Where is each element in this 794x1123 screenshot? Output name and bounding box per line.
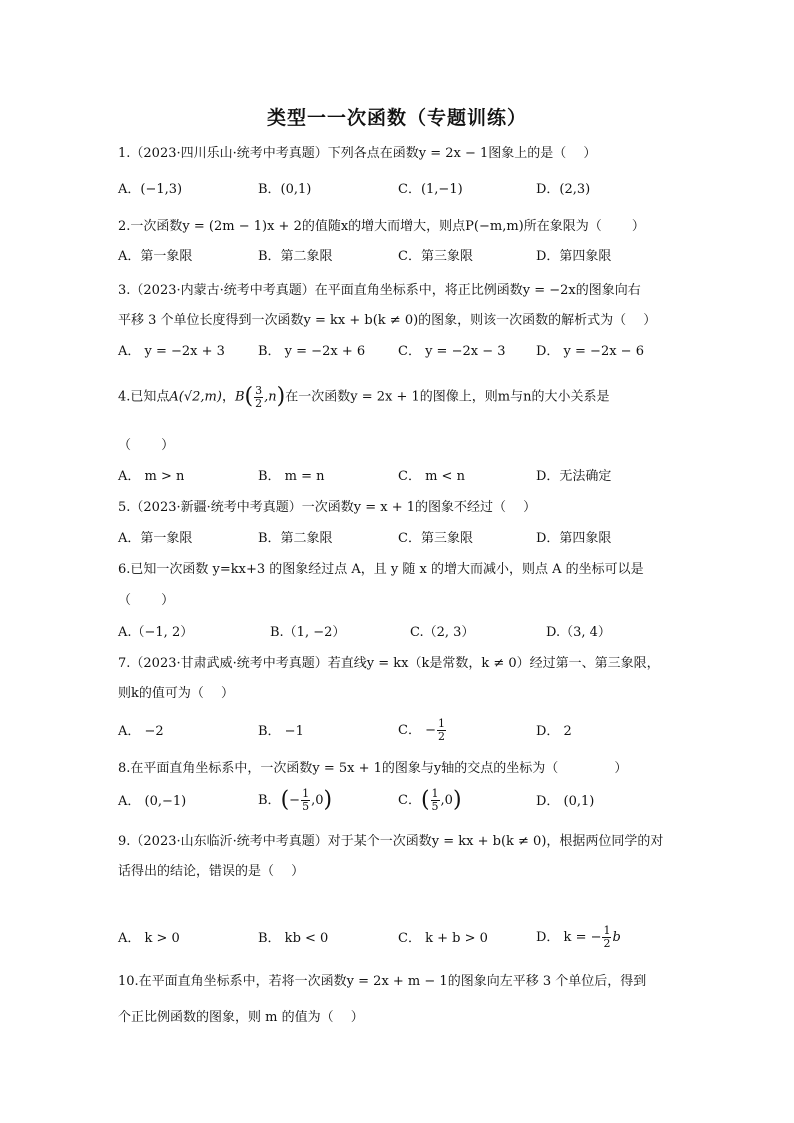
q8-option-b: [258, 788, 332, 813]
q4-post: 在一次函数y = 2x + 1的图像上，则m与n的大小关系是: [285, 389, 610, 405]
q8-option-c-num: 1: [431, 787, 439, 800]
q9-option-d-tail: b: [612, 930, 621, 945]
q8-option-c-prefix: C．: [398, 793, 421, 808]
q4-close-paren: ): [276, 384, 286, 409]
question-6-paren: （ ）: [118, 593, 175, 608]
q7-option-c: [398, 718, 447, 743]
question-1-options: [118, 181, 718, 203]
q7-option-c-fraction: [437, 718, 446, 743]
q9-option-b: B． kb < 0: [258, 931, 329, 946]
q4-fraction-den: 2: [255, 396, 263, 410]
q4-option-d: D．无法确定: [536, 469, 612, 484]
page-title: 类型一一次函数（专题训练）: [266, 107, 527, 129]
question-4-options: [118, 468, 718, 490]
question-9-options: [118, 925, 718, 957]
q8-option-b-open: (: [280, 787, 290, 813]
q4-fraction: [254, 385, 263, 410]
q1-option-a: A．(−1,3): [118, 182, 183, 197]
question-8-stem: 8.在平面直角坐标系中，一次函数y = 5x + 1的图象与y轴的交点的坐标为（ ）: [118, 761, 628, 776]
q8-option-b-num: 1: [302, 787, 310, 800]
q7-option-c-prefix: C． −: [398, 723, 436, 738]
question-7-stem-line2: 则k的值可为（ ）: [118, 686, 235, 701]
q9-option-c: C． k + b > 0: [398, 931, 488, 946]
q6-option-c: C.（2, 3）: [410, 625, 475, 640]
q7-option-a: A． −2: [118, 724, 164, 739]
q1-option-c: C．(1,−1): [398, 182, 463, 197]
q8-option-c-tail: ,0: [440, 793, 453, 808]
q4-fraction-num: 3: [255, 383, 263, 397]
q8-option-c-fraction: [431, 788, 440, 813]
q6-option-d: D.（3, 4）: [546, 625, 611, 640]
q4-option-c: C． m < n: [398, 469, 465, 484]
q4-option-b: B． m = n: [258, 469, 325, 484]
question-6-options: [118, 624, 718, 646]
q8-option-d: D． (0,1): [536, 794, 595, 809]
q1-option-d: D．(2,3): [536, 182, 591, 197]
q2-option-a: A．第一象限: [118, 249, 193, 264]
q7-option-c-den: 2: [437, 730, 445, 743]
question-10-stem-line2: 个正比例函数的图象，则 m 的值为（ ）: [118, 1010, 364, 1025]
question-7-stem-line1: 7.（2023·甘肃武威·统考中考真题）若直线y = kx（k是常数，k ≠ 0）经过第一、第三象限，: [118, 656, 660, 671]
q7-option-b: B． −1: [258, 724, 304, 739]
question-3-stem-line1: 3.（2023·内蒙古·统考中考真题）在平面直角坐标系中，将正比例函数y = −2x的图象向右: [118, 283, 641, 298]
q6-option-b: B.（1, −2）: [270, 625, 346, 640]
question-4-paren: （ ）: [118, 438, 175, 453]
question-9-stem-line1: 9.（2023·山东临沂·统考中考真题）对于某个一次函数y = kx + b(k ≠ 0)，根据两位同学的对: [118, 834, 664, 849]
q4-separator: ，: [221, 389, 235, 405]
q9-option-d-fraction: [602, 925, 611, 950]
q7-option-d: D． 2: [536, 724, 572, 739]
q8-option-b-den: 5: [302, 800, 310, 813]
q5-option-c: C．第三象限: [398, 531, 473, 546]
q8-option-b-prefix: B．: [258, 793, 281, 808]
q6-option-a: A.（−1, 2）: [118, 625, 194, 640]
q9-option-d-den: 2: [603, 937, 611, 950]
q4-prefix: 4.已知点: [118, 389, 170, 405]
question-4-stem: [118, 382, 609, 413]
q4-point-b-prefix: B: [234, 389, 245, 405]
q5-option-b: B．第二象限: [258, 531, 333, 546]
question-8-options: [118, 788, 718, 820]
question-5-stem: 5.（2023·新疆·统考中考真题）一次函数y = x + 1的图象不经过（ ）: [118, 500, 537, 515]
q3-option-d: D． y = −2x − 6: [536, 344, 644, 359]
q8-option-c-open: (: [420, 787, 430, 813]
q8-option-c-close: ): [452, 787, 462, 813]
q4-open-paren: (: [244, 384, 254, 409]
q1-option-b: B．(0,1): [258, 182, 312, 197]
q3-option-c: C． y = −2x − 3: [398, 344, 506, 359]
q3-option-a: A． y = −2x + 3: [118, 344, 225, 359]
q8-option-b-close: ): [323, 787, 333, 813]
q8-option-c: [398, 788, 462, 813]
q4-point-b-suffix: ,n: [264, 389, 277, 405]
q2-option-b: B．第二象限: [258, 249, 333, 264]
q7-option-c-num: 1: [437, 717, 445, 730]
question-6-stem: 6.已知一次函数 y=kx+3 的图象经过点 A，且 y 随 x 的增大而减小，则点 A 的坐标可以是: [118, 562, 644, 577]
q3-option-b: B． y = −2x + 6: [258, 344, 366, 359]
q8-option-b-fraction: [301, 788, 310, 813]
question-3-options: [118, 343, 718, 365]
q8-option-c-den: 5: [431, 800, 439, 813]
q9-option-d-num: 1: [603, 924, 611, 937]
question-2-options: [118, 248, 718, 270]
question-9-stem-line2: 话得出的结论，错误的是（ ）: [118, 864, 305, 879]
q5-option-d: D．第四象限: [536, 531, 612, 546]
q4-option-a: A． m > n: [118, 469, 185, 484]
q8-option-b-neg: −: [289, 793, 301, 808]
q5-option-a: A．第一象限: [118, 531, 193, 546]
q8-option-a: A． (0,−1): [118, 794, 187, 809]
q2-option-c: C．第三象限: [398, 249, 473, 264]
question-1-stem: 1.（2023·四川乐山·统考中考真题）下列各点在函数y = 2x − 1图象上的是（ ）: [118, 146, 597, 161]
question-5-options: [118, 530, 718, 552]
question-7-options: [118, 718, 718, 750]
q4-point-a: A(√2,m): [169, 389, 222, 405]
question-3-stem-line2: 平移 3 个单位长度得到一次函数y = kx + b(k ≠ 0)的图象，则该一次函数的解析式为（ ）: [118, 313, 657, 328]
q8-option-b-tail: ,0: [311, 793, 324, 808]
question-10-stem-line1: 10.在平面直角坐标系中，若将一次函数y = 2x + m − 1的图象向左平移 3 个单位后，得到: [118, 974, 647, 989]
q9-option-d-prefix: D． k = −: [536, 930, 602, 945]
q9-option-a: A． k > 0: [118, 931, 180, 946]
question-2-stem: 2.一次函数y = (2m − 1)x + 2的值随x的增大而增大，则点P(−m,m)所在象限为（ ）: [118, 219, 645, 234]
q2-option-d: D．第四象限: [536, 249, 612, 264]
q9-option-d: [536, 925, 621, 950]
